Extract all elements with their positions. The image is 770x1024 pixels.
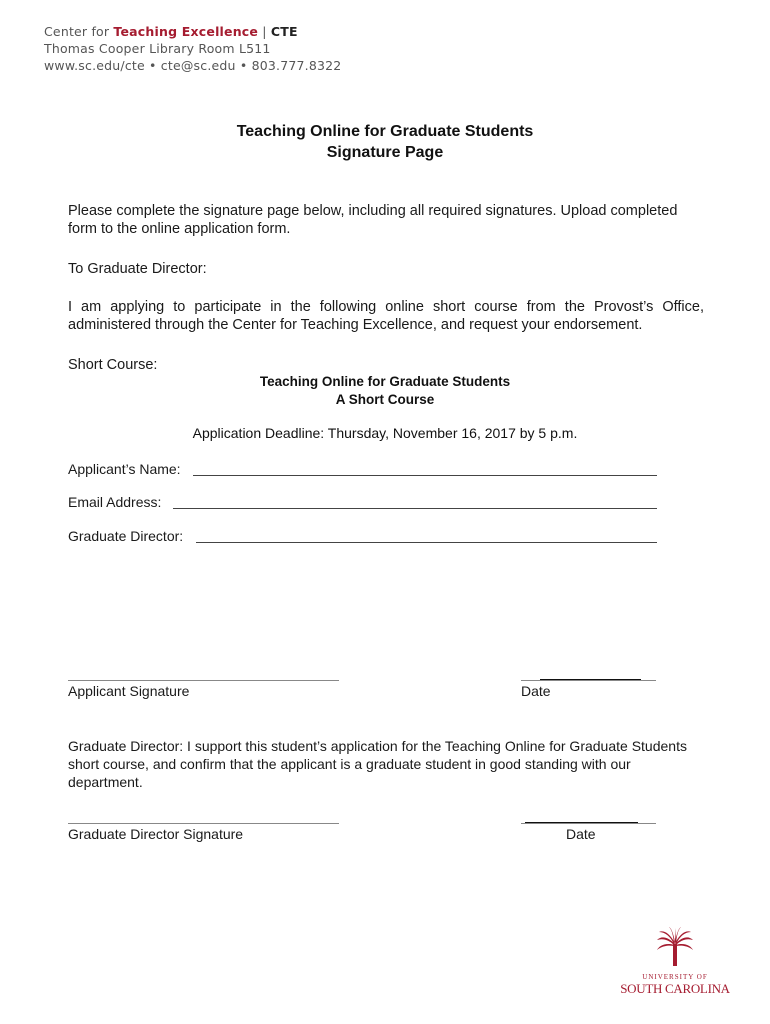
director-date-line-accent <box>525 822 638 823</box>
applicant-name-label: Applicant’s Name: <box>68 461 181 477</box>
header-prefix: Center for <box>44 24 114 39</box>
email-line[interactable] <box>173 508 657 509</box>
page-title: Teaching Online for Graduate Students <box>236 123 534 140</box>
short-course-label: Short Course: <box>68 357 158 373</box>
director-statement: Graduate Director: I support this student’s application for the Teaching Online for Graduate Students short course, and confirm that the applicant is a graduate student in good standing with our department. <box>68 738 687 790</box>
director-signature-label: Graduate Director Signature <box>68 826 244 842</box>
graduate-director-label: Graduate Director: <box>68 528 184 544</box>
palmetto-tree-icon <box>617 926 733 966</box>
header-accent: Teaching Excellence <box>113 24 259 39</box>
applicant-date-line-accent <box>540 679 641 680</box>
applicant-signature-line[interactable] <box>68 680 339 681</box>
salutation: To Graduate Director: <box>68 261 207 277</box>
applicant-date-label: Date <box>521 683 551 699</box>
instructions-text: Please complete the signature page below, including all required signatures. Upload completed form to the online application form. <box>68 203 678 237</box>
applicant-signature-label: Applicant Signature <box>68 683 190 699</box>
course-name: Teaching Online for Graduate Students <box>259 374 511 389</box>
request-text: I am applying to participate in the following online short course from the Provost’s Office, administered through the Center for Teaching Excellence, and request your endorsement. <box>68 299 704 333</box>
applicant-date-line[interactable] <box>521 680 656 681</box>
header-contact: www.sc.edu/cte • cte@sc.edu • 803.777.8322 <box>44 58 342 73</box>
course-subname: A Short Course <box>335 392 435 407</box>
logo-university-of: UNIVERSITY OF <box>642 973 708 981</box>
email-label: Email Address: <box>68 494 162 510</box>
application-deadline: Application Deadline: Thursday, November 16, 2017 by 5 p.m. <box>192 425 578 441</box>
director-date-line[interactable] <box>521 823 656 824</box>
director-date-label: Date <box>566 826 596 842</box>
logo-south-carolina: SOUTH CAROLINA <box>620 981 730 996</box>
header-separator: | <box>258 24 271 39</box>
header-line-1 <box>44 24 298 39</box>
usc-logo <box>617 926 733 997</box>
header-cte: CTE <box>270 24 298 39</box>
graduate-director-line[interactable] <box>196 542 657 543</box>
applicant-name-line[interactable] <box>193 475 657 476</box>
director-signature-line[interactable] <box>68 823 339 824</box>
page-subtitle: Signature Page <box>326 144 444 161</box>
header-address: Thomas Cooper Library Room L511 <box>44 41 271 56</box>
